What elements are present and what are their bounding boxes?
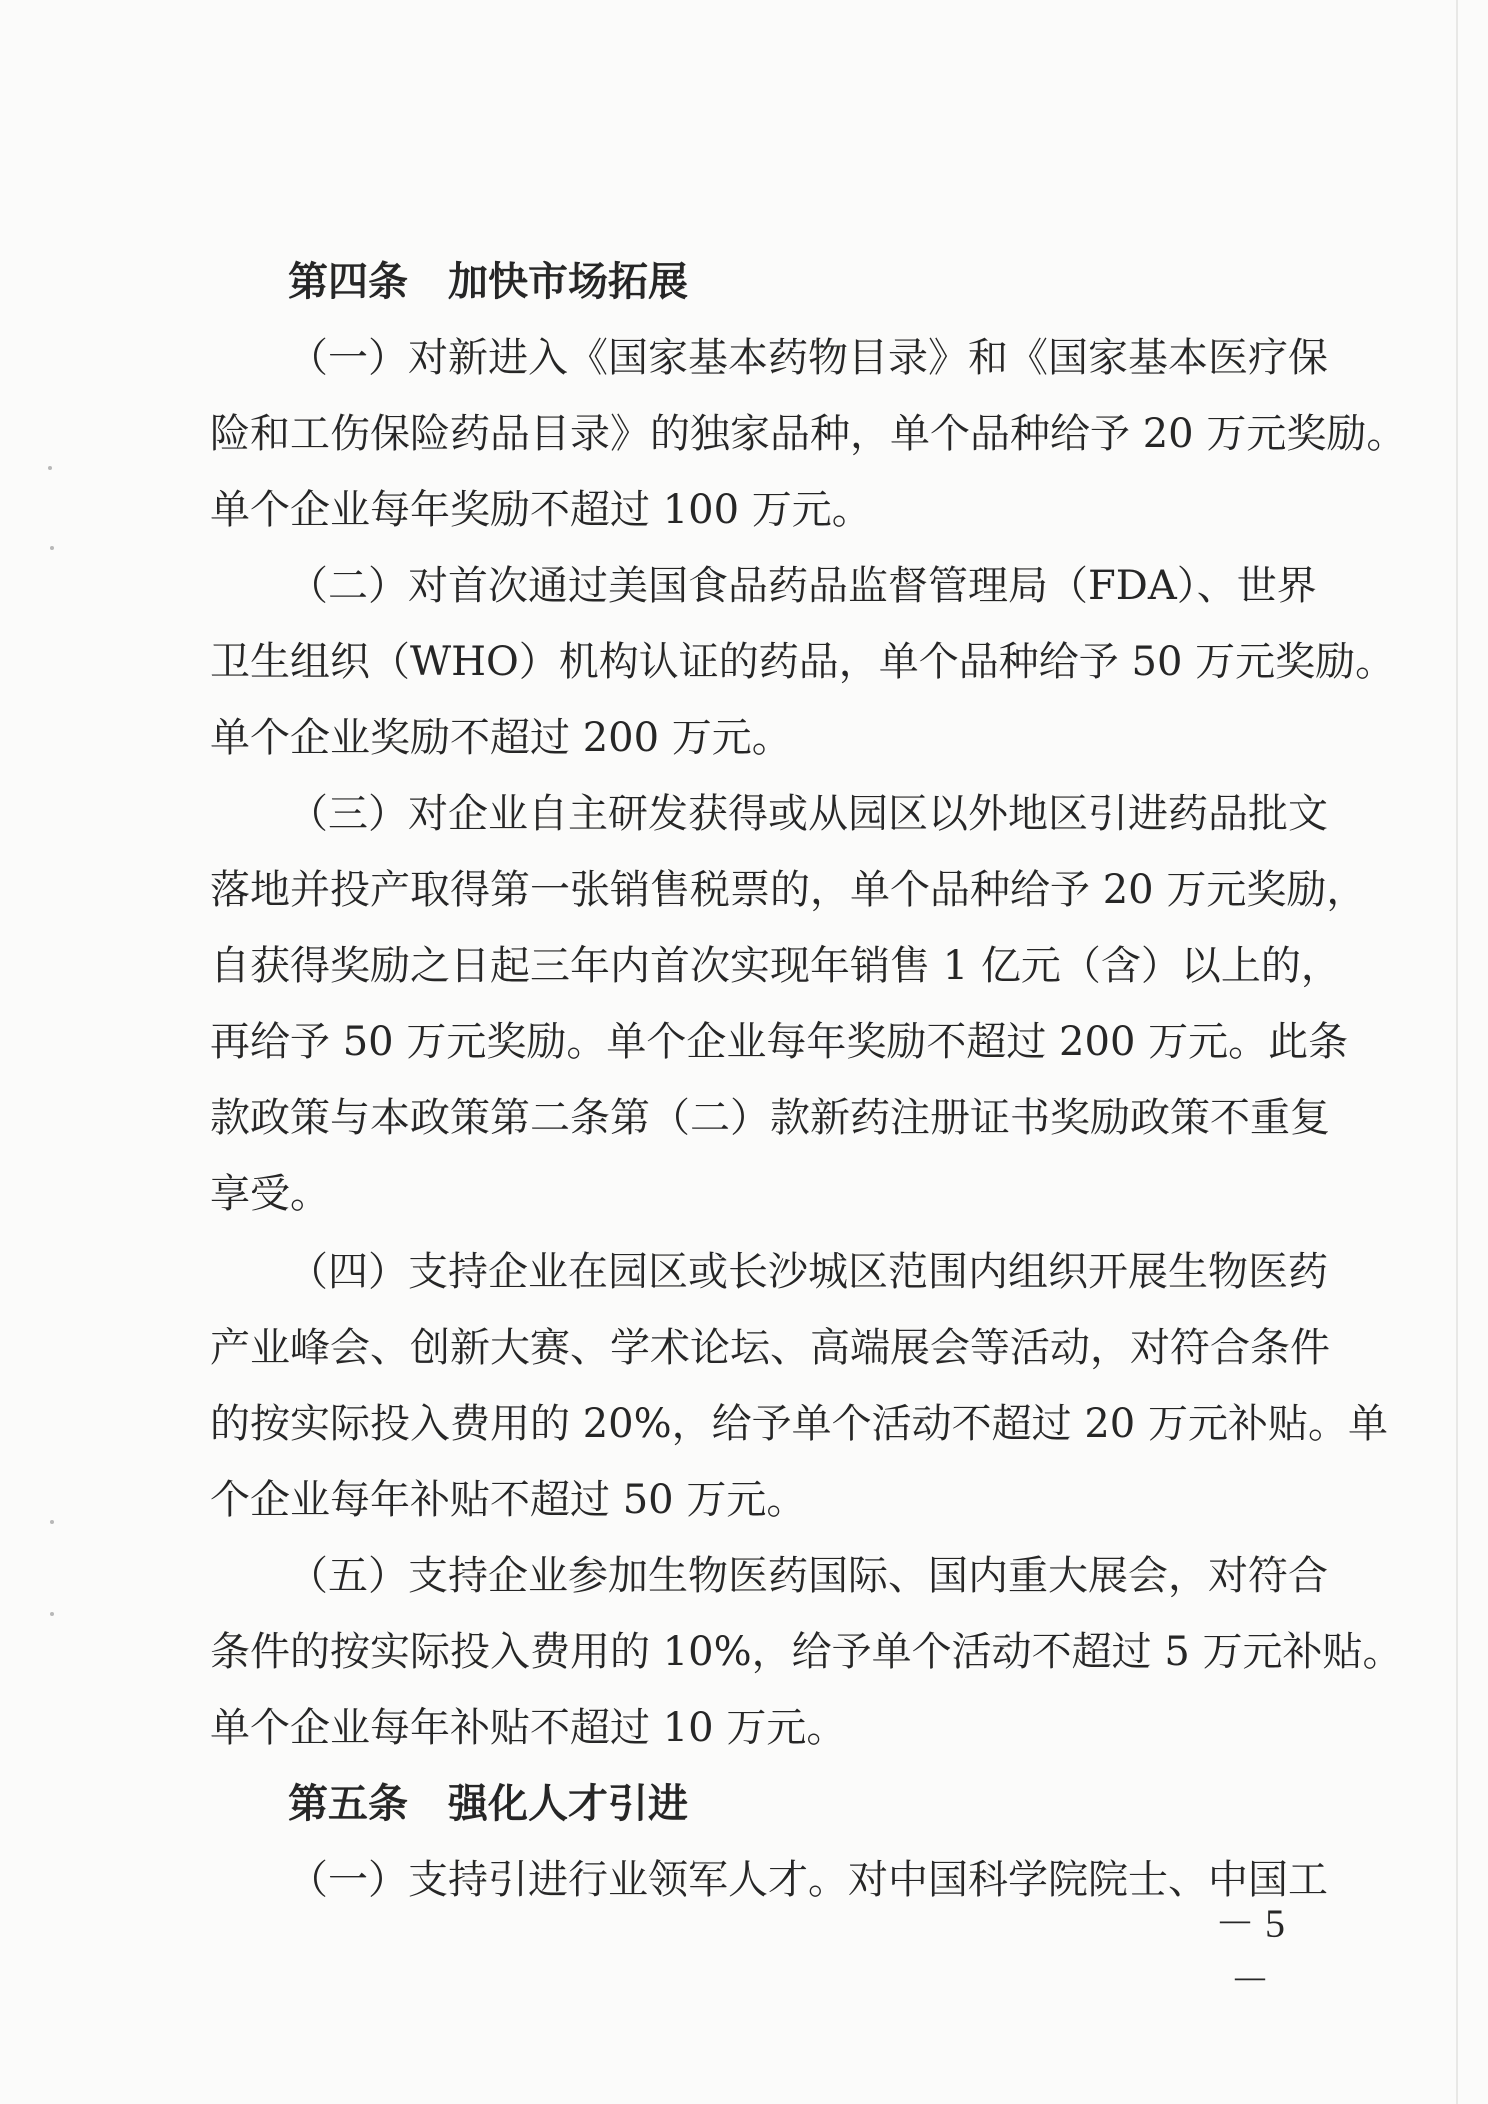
article-4-p4-line4: 个企业每年补贴不超过 50 万元。 (210, 1477, 807, 1523)
article-4-p3-line5: 款政策与本政策第二条第（二）款新药注册证书奖励政策不重复 (210, 1095, 1330, 1141)
scan-speck (50, 1612, 54, 1616)
article-4-p5-line1: （五）支持企业参加生物医药国际、国内重大展会，对符合 (288, 1553, 1328, 1599)
page-number: － 5 － (1215, 1901, 1285, 2003)
article-4-p3-line6: 享受。 (210, 1171, 330, 1217)
scan-speck (48, 466, 52, 470)
scan-edge (1456, 0, 1458, 2104)
article-4-p5-line2: 条件的按实际投入费用的 10%，给予单个活动不超过 5 万元补贴。 (210, 1629, 1403, 1675)
article-4-p2-line3: 单个企业奖励不超过 200 万元。 (210, 715, 792, 761)
scan-speck (50, 1520, 54, 1524)
article-4-p3-line3: 自获得奖励之日起三年内首次实现年销售 1 亿元（含）以上的， (210, 943, 1341, 989)
article-4-p4-line3: 的按实际投入费用的 20%，给予单个活动不超过 20 万元补贴。单 (210, 1401, 1388, 1447)
article-4-p2-line2: 卫生组织（WHO）机构认证的药品，单个品种给予 50 万元奖励。 (210, 639, 1396, 685)
scan-speck (50, 546, 54, 550)
article-4-p5-line3: 单个企业每年补贴不超过 10 万元。 (210, 1705, 847, 1751)
article-4-p1-line3: 单个企业每年奖励不超过 100 万元。 (210, 487, 872, 533)
article-4-p4-line1: （四）支持企业在园区或长沙城区范围内组织开展生物医药 (288, 1249, 1328, 1295)
article-4-p1-line1: （一）对新进入《国家基本药物目录》和《国家基本医疗保 (288, 335, 1328, 381)
article-4-p2-line1: （二）对首次通过美国食品药品监督管理局（FDA）、世界 (288, 563, 1317, 609)
article-4-heading: 第四条 加快市场拓展 (288, 259, 688, 305)
article-5-heading: 第五条 强化人才引进 (288, 1781, 688, 1827)
article-4-p3-line2: 落地并投产取得第一张销售税票的，单个品种给予 20 万元奖励， (210, 867, 1367, 913)
article-4-p3-line1: （三）对企业自主研发获得或从园区以外地区引进药品批文 (288, 791, 1328, 837)
article-4-p1-line2: 险和工伤保险药品目录》的独家品种，单个品种给予 20 万元奖励。 (210, 411, 1407, 457)
article-5-p1-line1: （一）支持引进行业领军人才。对中国科学院院士、中国工 (288, 1857, 1328, 1903)
article-4-p4-line2: 产业峰会、创新大赛、学术论坛、高端展会等活动，对符合条件 (210, 1325, 1330, 1371)
article-4-p3-line4: 再给予 50 万元奖励。单个企业每年奖励不超过 200 万元。此条 (210, 1019, 1349, 1065)
